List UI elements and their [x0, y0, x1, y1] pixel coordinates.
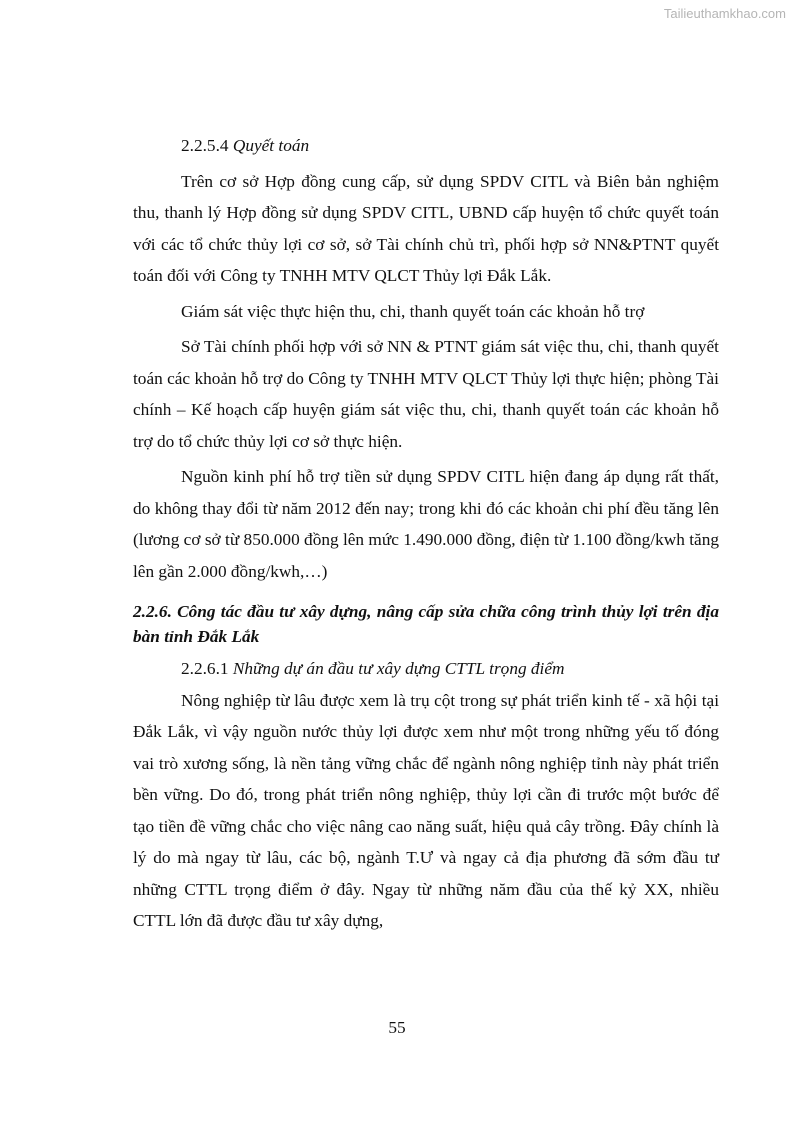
subsection-title: Những dự án đầu tư xây dựng CTTL trọng điểm [232, 659, 565, 678]
subsection-2-2-5-4 [133, 130, 719, 162]
section-heading-2-2-6: 2.2.6. Công tác đầu tư xây dựng, nâng cấp sửa chữa công trình thủy lợi trên địa bàn tỉnh Đắk Lắk [133, 602, 719, 646]
paragraph-supervision-title: Giám sát việc thực hiện thu, chi, thanh quyết toán các khoản hỗ trợ [181, 301, 645, 321]
paragraph-funding: Nguồn kinh phí hỗ trợ tiền sử dụng SPDV CITL hiện đang áp dụng rất thất, do không thay đổi từ năm 2012 đến nay; trong khi đó các khoản chi phí đều tăng lên (lương cơ sở từ 850.000 đồng lên mức 1.490.000 đồng, điện từ 1.100 đồng/kwh tăng lên gần 2.000 đồng/kwh,…) [133, 467, 719, 581]
watermark: Tailieuthamkhao.com [663, 6, 786, 21]
paragraph-supervision: Sở Tài chính phối hợp với sở NN & PTNT giám sát việc thu, chi, thanh quyết toán các khoản hỗ trợ do Công ty TNHH MTV QLCT Thủy lợi thực hiện; phòng Tài chính – Kế hoạch cấp huyện giám sát việc thu, chi, thanh quyết toán các khoản hỗ trợ do tổ chức thủy lợi cơ sở thực hiện. [133, 337, 719, 451]
document-body [133, 130, 719, 937]
subsection-title: Quyết toán [232, 136, 310, 155]
paragraph-settlement: Trên cơ sở Hợp đồng cung cấp, sử dụng SPDV CITL và Biên bản nghiệm thu, thanh lý Hợp đồng sử dụng SPDV CITL, UBND cấp huyện tổ chức quyết toán với các tổ chức thủy lợi cơ sở, sở Tài chính chủ trì, phối hợp sở NN&PTNT quyết toán đối với Công ty TNHH MTV QLCT Thủy lợi Đắk Lắk. [133, 171, 719, 285]
subsection-number: 2.2.6.1 [181, 659, 233, 678]
page-number: 55 [388, 1018, 406, 1037]
subsection-2-2-6-1 [133, 653, 719, 685]
subsection-number: 2.2.5.4 [181, 136, 233, 155]
paragraph-agriculture: Nông nghiệp từ lâu được xem là trụ cột trong sự phát triển kinh tế - xã hội tại Đắk Lắk, vì vậy nguồn nước thủy lợi được xem như một trong những yếu tố đóng vai trò xương sống, là nền tảng vững chắc để ngành nông nghiệp tỉnh này phát triển bền vững. Do đó, trong phát triển nông nghiệp, thủy lợi cần đi trước một bước để tạo tiền đề vững chắc cho việc nâng cao năng suất, hiệu quả cây trồng. Đây chính là lý do mà ngay từ lâu, các bộ, ngành T.Ư và ngay cả địa phương đã sớm đầu tư những CTTL trọng điểm ở đây. Ngay từ những năm đầu của thế kỷ XX, nhiều CTTL lớn đã được đầu tư xây dựng, [133, 690, 719, 930]
